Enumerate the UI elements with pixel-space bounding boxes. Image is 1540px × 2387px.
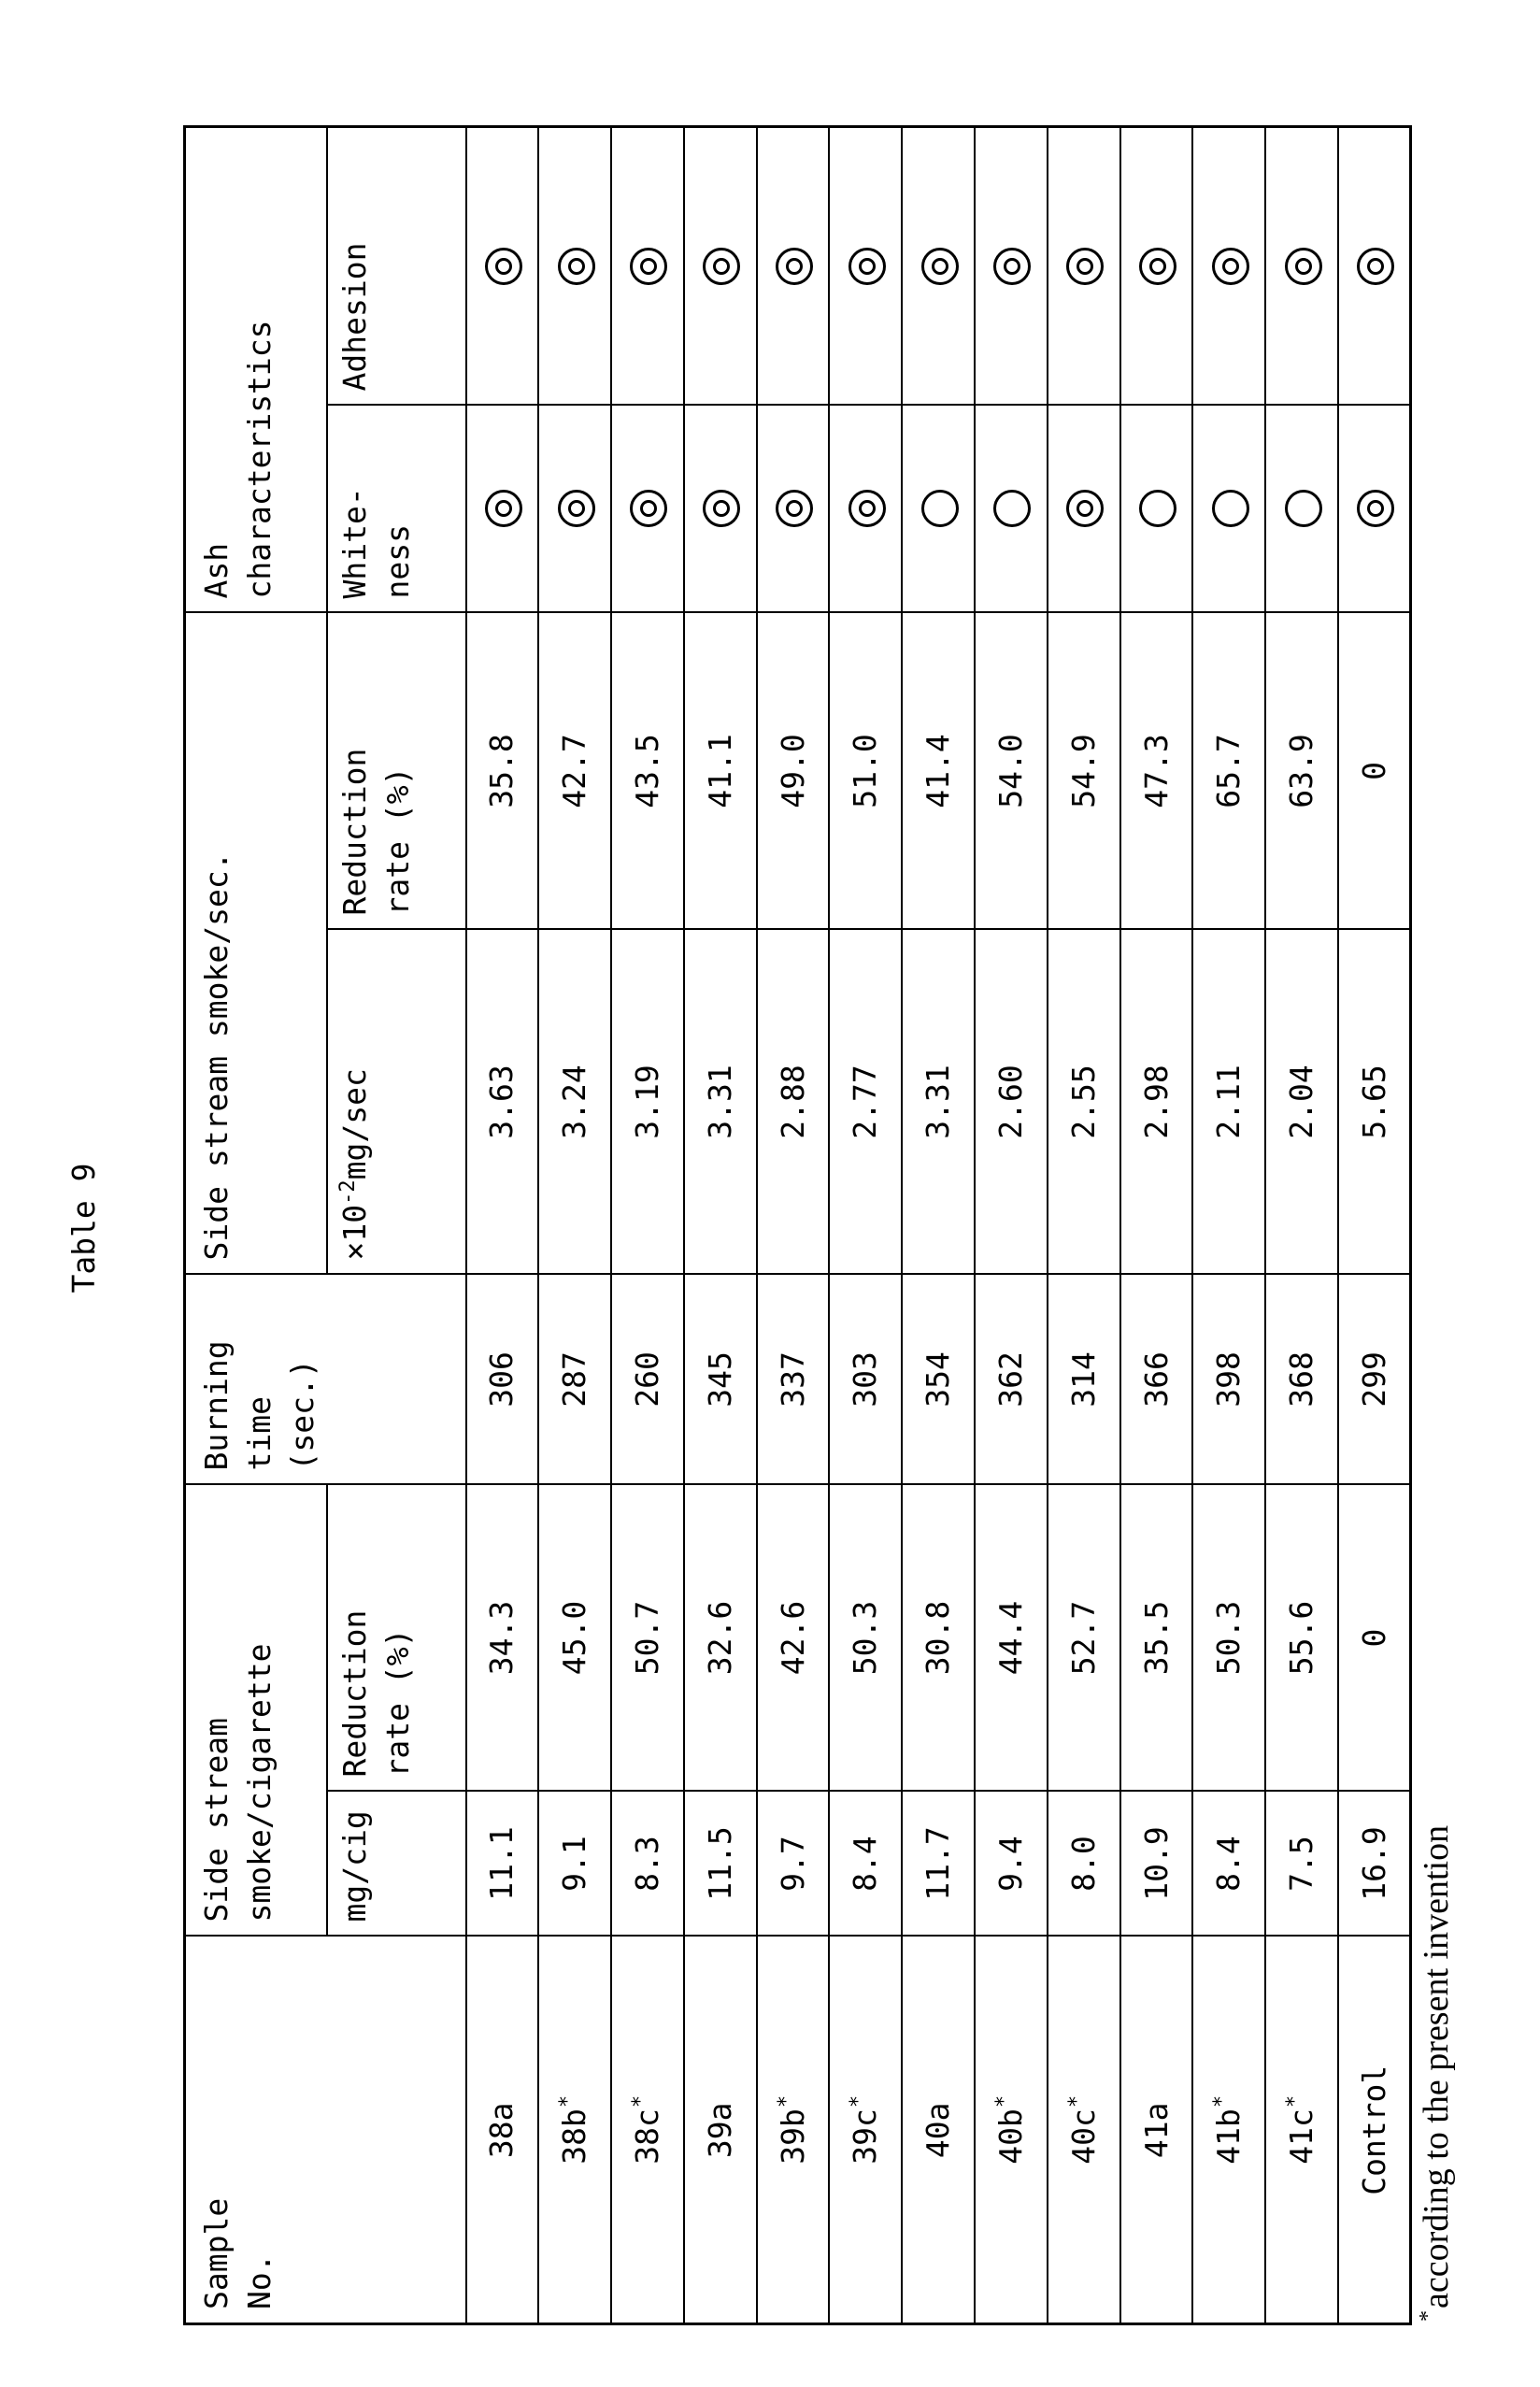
table-row: [466, 126, 539, 2323]
cell-reduction-sec: 51.0: [829, 612, 902, 929]
double-circle-icon: [1139, 248, 1176, 285]
cell-burning-time: 345: [684, 1274, 757, 1484]
cell-reduction-sec: 54.9: [1048, 612, 1120, 929]
cell-whiteness: [757, 405, 830, 612]
cell-adhesion: [757, 126, 830, 405]
double-circle-icon: [921, 248, 959, 285]
cell-reduction-cig: 34.3: [466, 1484, 539, 1791]
header-sample-no: Sample No.: [185, 1937, 466, 2324]
double-circle-icon: [558, 248, 595, 285]
double-circle-icon: [776, 490, 813, 527]
cell-reduction-sec: 47.3: [1120, 612, 1193, 929]
cell-reduction-cig: 42.6: [757, 1484, 830, 1791]
cell-mg-cig: 7.5: [1265, 1792, 1338, 1937]
cell-mg-cig: 8.0: [1048, 1792, 1120, 1937]
double-circle-icon: [703, 248, 740, 285]
cell-whiteness: [1192, 405, 1265, 612]
circle-icon: [993, 490, 1031, 527]
cell-mg-cig: 8.4: [829, 1792, 902, 1937]
cell-adhesion: [902, 126, 975, 405]
table-row: [1120, 126, 1193, 2323]
table-row: [1265, 126, 1338, 2323]
cell-whiteness: [1048, 405, 1120, 612]
table-row: [1338, 126, 1411, 2323]
double-circle-icon: [1357, 248, 1394, 285]
double-circle-icon: [703, 490, 740, 527]
cell-whiteness: [1120, 405, 1193, 612]
header-reduction-rate-cig: Reduction rate (%): [327, 1484, 466, 1791]
cell-mg-sec: 2.55: [1048, 929, 1120, 1274]
cell-whiteness: [975, 405, 1048, 612]
cell-adhesion: [538, 126, 611, 405]
table-row: [975, 126, 1048, 2323]
cell-sample: 40b*: [975, 1937, 1048, 2324]
table-row: [1192, 126, 1265, 2323]
cell-mg-cig: 10.9: [1120, 1792, 1193, 1937]
cell-reduction-sec: 54.0: [975, 612, 1048, 929]
cell-mg-sec: 2.77: [829, 929, 902, 1274]
cell-sample: 39b*: [757, 1937, 830, 2324]
table-row: [902, 126, 975, 2323]
cell-adhesion: [684, 126, 757, 405]
header-side-stream-per-cigarette: Side stream smoke/cigarette: [185, 1484, 327, 1936]
cell-reduction-cig: 30.8: [902, 1484, 975, 1791]
cell-mg-cig: 11.7: [902, 1792, 975, 1937]
cell-mg-cig: 9.4: [975, 1792, 1048, 1937]
double-circle-icon: [848, 248, 886, 285]
cell-reduction-cig: 55.6: [1265, 1484, 1338, 1791]
cell-mg-sec: 3.31: [684, 929, 757, 1274]
double-circle-icon: [485, 490, 522, 527]
cell-reduction-sec: 49.0: [757, 612, 830, 929]
cell-sample: 38b*: [538, 1937, 611, 2324]
cell-burning-time: 398: [1192, 1274, 1265, 1484]
cell-reduction-cig: 50.3: [829, 1484, 902, 1791]
table-row: [684, 126, 757, 2323]
circle-icon: [1139, 490, 1176, 527]
cell-mg-sec: 2.11: [1192, 929, 1265, 1274]
cell-whiteness: [684, 405, 757, 612]
cell-reduction-sec: 41.4: [902, 612, 975, 929]
cell-adhesion: [1048, 126, 1120, 405]
cell-adhesion: [1120, 126, 1193, 405]
header-mg-per-cig: mg/cig: [327, 1792, 466, 1937]
cell-burning-time: 337: [757, 1274, 830, 1484]
cell-sample: 40a: [902, 1937, 975, 2324]
footnote: [1413, 1480, 1460, 2322]
cell-mg-sec: 3.63: [466, 929, 539, 1274]
table-row: [1048, 126, 1120, 2323]
cell-burning-time: 306: [466, 1274, 539, 1484]
double-circle-icon: [1357, 490, 1394, 527]
header-ash-characteristics: Ash characteristics: [185, 126, 327, 612]
cell-sample: Control: [1338, 1937, 1411, 2324]
circle-icon: [1212, 490, 1249, 527]
cell-reduction-cig: 32.6: [684, 1484, 757, 1791]
cell-adhesion: [829, 126, 902, 405]
cell-reduction-cig: 50.3: [1192, 1484, 1265, 1791]
cell-sample: 39a: [684, 1937, 757, 2324]
cell-mg-sec: 2.60: [975, 929, 1048, 1274]
cell-mg-cig: 8.4: [1192, 1792, 1265, 1937]
cell-mg-sec: 2.04: [1265, 929, 1338, 1274]
cell-sample: 41b*: [1192, 1937, 1265, 2324]
cell-sample: 41c*: [1265, 1937, 1338, 2324]
circle-icon: [921, 490, 959, 527]
table-body: [466, 126, 1411, 2323]
cell-mg-cig: 11.5: [684, 1792, 757, 1937]
table-row: [538, 126, 611, 2323]
cell-reduction-cig: 45.0: [538, 1484, 611, 1791]
cell-mg-cig: 9.7: [757, 1792, 830, 1937]
double-circle-icon: [848, 490, 886, 527]
cell-whiteness: [1338, 405, 1411, 612]
double-circle-icon: [1066, 490, 1104, 527]
cell-mg-cig: 9.1: [538, 1792, 611, 1937]
table-title: Table 9: [65, 1163, 102, 1294]
cell-burning-time: 303: [829, 1274, 902, 1484]
cell-adhesion: [1192, 126, 1265, 405]
cell-burning-time: 366: [1120, 1274, 1193, 1484]
footnote-marker: *: [1416, 2310, 1441, 2322]
cell-mg-sec: 3.24: [538, 929, 611, 1274]
cell-adhesion: [975, 126, 1048, 405]
double-circle-icon: [993, 248, 1031, 285]
cell-adhesion: [1338, 126, 1411, 405]
cell-whiteness: [466, 405, 539, 612]
cell-sample: 41a: [1120, 1937, 1193, 2324]
cell-mg-sec: 3.31: [902, 929, 975, 1274]
cell-mg-cig: 8.3: [611, 1792, 684, 1937]
cell-mg-sec: 2.88: [757, 929, 830, 1274]
footnote-text: according to the present invention: [1417, 1824, 1456, 2308]
double-circle-icon: [485, 248, 522, 285]
results-table: [183, 125, 1412, 2325]
double-circle-icon: [630, 248, 667, 285]
cell-mg-sec: 5.65: [1338, 929, 1411, 1274]
cell-mg-sec: 3.19: [611, 929, 684, 1274]
cell-burning-time: 362: [975, 1274, 1048, 1484]
cell-reduction-sec: 65.7: [1192, 612, 1265, 929]
double-circle-icon: [630, 490, 667, 527]
cell-burning-time: 287: [538, 1274, 611, 1484]
table-row: [829, 126, 902, 2323]
cell-sample: 40c*: [1048, 1937, 1120, 2324]
cell-sample: 38c*: [611, 1937, 684, 2324]
header-mg-per-sec: $\times 10^{-2}mg/\sec$: [327, 929, 466, 1274]
header-side-stream-per-sec: Side stream smoke/sec.: [185, 612, 327, 1274]
cell-burning-time: 354: [902, 1274, 975, 1484]
cell-burning-time: 260: [611, 1274, 684, 1484]
cell-reduction-cig: 35.5: [1120, 1484, 1193, 1791]
cell-mg-sec: 2.98: [1120, 929, 1193, 1274]
table-row: [757, 126, 830, 2323]
double-circle-icon: [1212, 248, 1249, 285]
cell-reduction-sec: 0: [1338, 612, 1411, 929]
cell-adhesion: [1265, 126, 1338, 405]
cell-sample: 38a: [466, 1937, 539, 2324]
cell-whiteness: [538, 405, 611, 612]
cell-sample: 39c*: [829, 1937, 902, 2324]
cell-reduction-cig: 44.4: [975, 1484, 1048, 1791]
cell-whiteness: [829, 405, 902, 612]
cell-reduction-sec: 35.8: [466, 612, 539, 929]
cell-reduction-sec: 42.7: [538, 612, 611, 929]
table-row: [611, 126, 684, 2323]
header-burning-time: Burning time (sec.): [185, 1274, 466, 1484]
cell-reduction-cig: 50.7: [611, 1484, 684, 1791]
double-circle-icon: [1066, 248, 1104, 285]
double-circle-icon: [776, 248, 813, 285]
header-reduction-rate-sec: Reduction rate (%): [327, 612, 466, 929]
cell-reduction-sec: 43.5: [611, 612, 684, 929]
header-whiteness: White- ness: [327, 405, 466, 612]
cell-mg-cig: 16.9: [1338, 1792, 1411, 1937]
cell-whiteness: [1265, 405, 1338, 612]
cell-adhesion: [466, 126, 539, 405]
cell-reduction-sec: 41.1: [684, 612, 757, 929]
cell-mg-cig: 11.1: [466, 1792, 539, 1937]
header-adhesion: Adhesion: [327, 126, 466, 405]
cell-reduction-cig: 52.7: [1048, 1484, 1120, 1791]
cell-burning-time: 314: [1048, 1274, 1120, 1484]
cell-whiteness: [902, 405, 975, 612]
circle-icon: [1285, 490, 1322, 527]
cell-burning-time: 299: [1338, 1274, 1411, 1484]
cell-adhesion: [611, 126, 684, 405]
cell-whiteness: [611, 405, 684, 612]
cell-burning-time: 368: [1265, 1274, 1338, 1484]
double-circle-icon: [1285, 248, 1322, 285]
cell-reduction-sec: 63.9: [1265, 612, 1338, 929]
cell-reduction-cig: 0: [1338, 1484, 1411, 1791]
double-circle-icon: [558, 490, 595, 527]
